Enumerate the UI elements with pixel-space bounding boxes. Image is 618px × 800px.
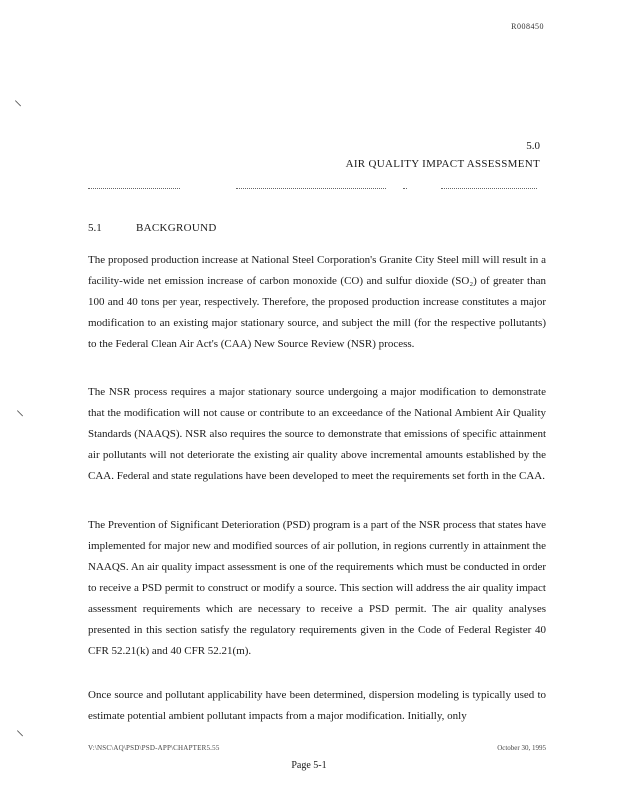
paragraph: The NSR process requires a major stationary source undergoing a major modification to demonstrate that the modification will not cause or contribute to an exceedance of the National Ambient Air Quality Standards (NAAQS). NSR also requires the source to demonstrate that emissions of specific attainment air pollutants will not deteriorate the existing air quality above incremental amounts established by the CAA. Federal and state regulations have been developed to meet the requirements set forth in the CAA. bbox=[88, 386, 546, 482]
subsection-number: 5.1 bbox=[88, 222, 102, 234]
margin-mark: ⸜ bbox=[16, 402, 25, 419]
page-number: Page 5-1 bbox=[291, 760, 327, 771]
footer-date: October 30, 1995 bbox=[497, 744, 546, 752]
margin-mark: ⸜ bbox=[16, 722, 25, 739]
section-number: 5.0 bbox=[526, 140, 540, 152]
paragraph: Once source and pollutant applicability have been determined, dispersion modeling is typically used to estimate potential ambient pollutant impacts from a major modification. Initially, only bbox=[88, 689, 546, 722]
section-title: AIR QUALITY IMPACT ASSESSMENT bbox=[345, 158, 540, 170]
margin-mark: ⸜ bbox=[14, 92, 23, 109]
divider-line bbox=[441, 188, 537, 189]
footer-file-path: V:\NSC\AQ\PSD\PSD-APP\CHAPTER5.55 bbox=[88, 744, 220, 752]
divider-line bbox=[403, 188, 407, 189]
divider-line bbox=[88, 188, 180, 189]
paragraph: The proposed production increase at National Steel Corporation's Granite City Steel mill will result in a facility-wide net emission increase of carbon monoxide (CO) and sulfur dioxide (SO₂) of greater than 100 and 40 tons per year, respectively. Therefore, the proposed production increase constitutes a major modification to an existing major stationary source, and subject the mill (for the respective pollutants) to the Federal Clean Air Act's (CAA) New Source Review (NSR) process. bbox=[88, 254, 546, 350]
document-id: R008450 bbox=[511, 22, 544, 31]
paragraph: The Prevention of Significant Deterioration (PSD) program is a part of the NSR process that states have implemented for major new and modified sources of air pollution, in regions currently in attainment the NAAQS. An air quality impact assessment is one of the requirements which must be conducted in order to receive a PSD permit to construct or modify a source. This section will address the air quality impact assessment requirements which are necessary to receive a PSD permit. The air quality analyses presented in this section satisfy the regulatory requirements given in the Code of Federal Register 40 CFR 52.21(k) and 40 CFR 52.21(m). bbox=[88, 519, 546, 657]
divider-line bbox=[236, 188, 386, 189]
subsection-title: BACKGROUND bbox=[136, 222, 217, 234]
